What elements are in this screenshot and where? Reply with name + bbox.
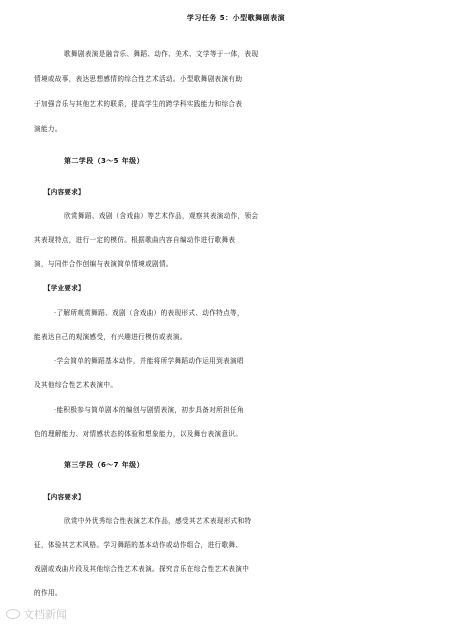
stage3-content-line: 征，体验其艺术风格。学习舞蹈的基本动作或动作组合，进行歌舞、 bbox=[34, 541, 243, 549]
stage3-content-line: 戏剧或戏曲片段及其他综合性艺术表演。探究音乐在综合性艺术表演中 bbox=[34, 565, 250, 573]
stage2-learning-line: ·能积极参与简单剧本的编创与剧情表演，初步具备对所担任角 bbox=[54, 406, 244, 414]
watermark-logo-icon bbox=[6, 609, 20, 619]
intro-line: 演能力。 bbox=[34, 125, 62, 133]
stage2-learning-line: 能表达自己的观演感受，有兴趣进行模仿或表演。 bbox=[34, 333, 187, 341]
stage3-content-line: 的作用。 bbox=[34, 589, 62, 597]
stage2-learning-label: 【学业要求】 bbox=[44, 284, 85, 292]
stage2-content-line: 欣赏舞蹈、戏剧（含戏曲）等艺术作品，观察其表演动作，领会 bbox=[64, 212, 259, 220]
document-title: 学习任务 5：小型歌舞剧表演 bbox=[186, 14, 286, 22]
watermark bbox=[6, 606, 67, 622]
stage3-content-label: 【内容要求】 bbox=[44, 493, 85, 501]
stage2-content-label: 【内容要求】 bbox=[44, 188, 85, 196]
intro-line: 歌舞剧表演是融音乐、舞蹈、动作、美术、文学等于一体，表现 bbox=[64, 50, 259, 58]
stage2-learning-line: ·学会简单的舞蹈基本动作，并能将所学舞蹈动作运用到表演唱 bbox=[54, 357, 244, 365]
stage3-heading: 第三学段（6～7 年级） bbox=[64, 461, 144, 469]
intro-line: 于加强音乐与其他艺术的联系，提高学生的跨学科实践能力和综合表 bbox=[34, 100, 243, 108]
stage2-learning-line: 及其他综合性艺术表演中。 bbox=[34, 381, 118, 389]
stage2-learning-line: ·了解所观赏舞蹈、戏剧（含戏曲）的表现形式、动作特点等， bbox=[54, 309, 244, 317]
stage2-learning-line: 色的理解能力、对情感状态的体验和想象能力，以及舞台表演意识。 bbox=[34, 430, 243, 438]
intro-line: 情境或故事，表达思想感情的综合性艺术活动。小型歌舞剧表演有助 bbox=[34, 75, 243, 83]
stage2-heading: 第二学段（3～5 年级） bbox=[64, 157, 144, 165]
stage2-content-line: 演，与同伴合作创编与表演简单情境或剧情。 bbox=[34, 260, 173, 268]
watermark-text: 文档新闻 bbox=[23, 608, 67, 621]
stage3-content-line: 欣赏中外优秀综合性表演艺术作品，感受其艺术表现形式和特 bbox=[64, 517, 252, 525]
stage2-content-line: 其表现特点，进行一定的模仿。根据歌曲内容自编动作进行歌舞表 bbox=[34, 236, 236, 244]
